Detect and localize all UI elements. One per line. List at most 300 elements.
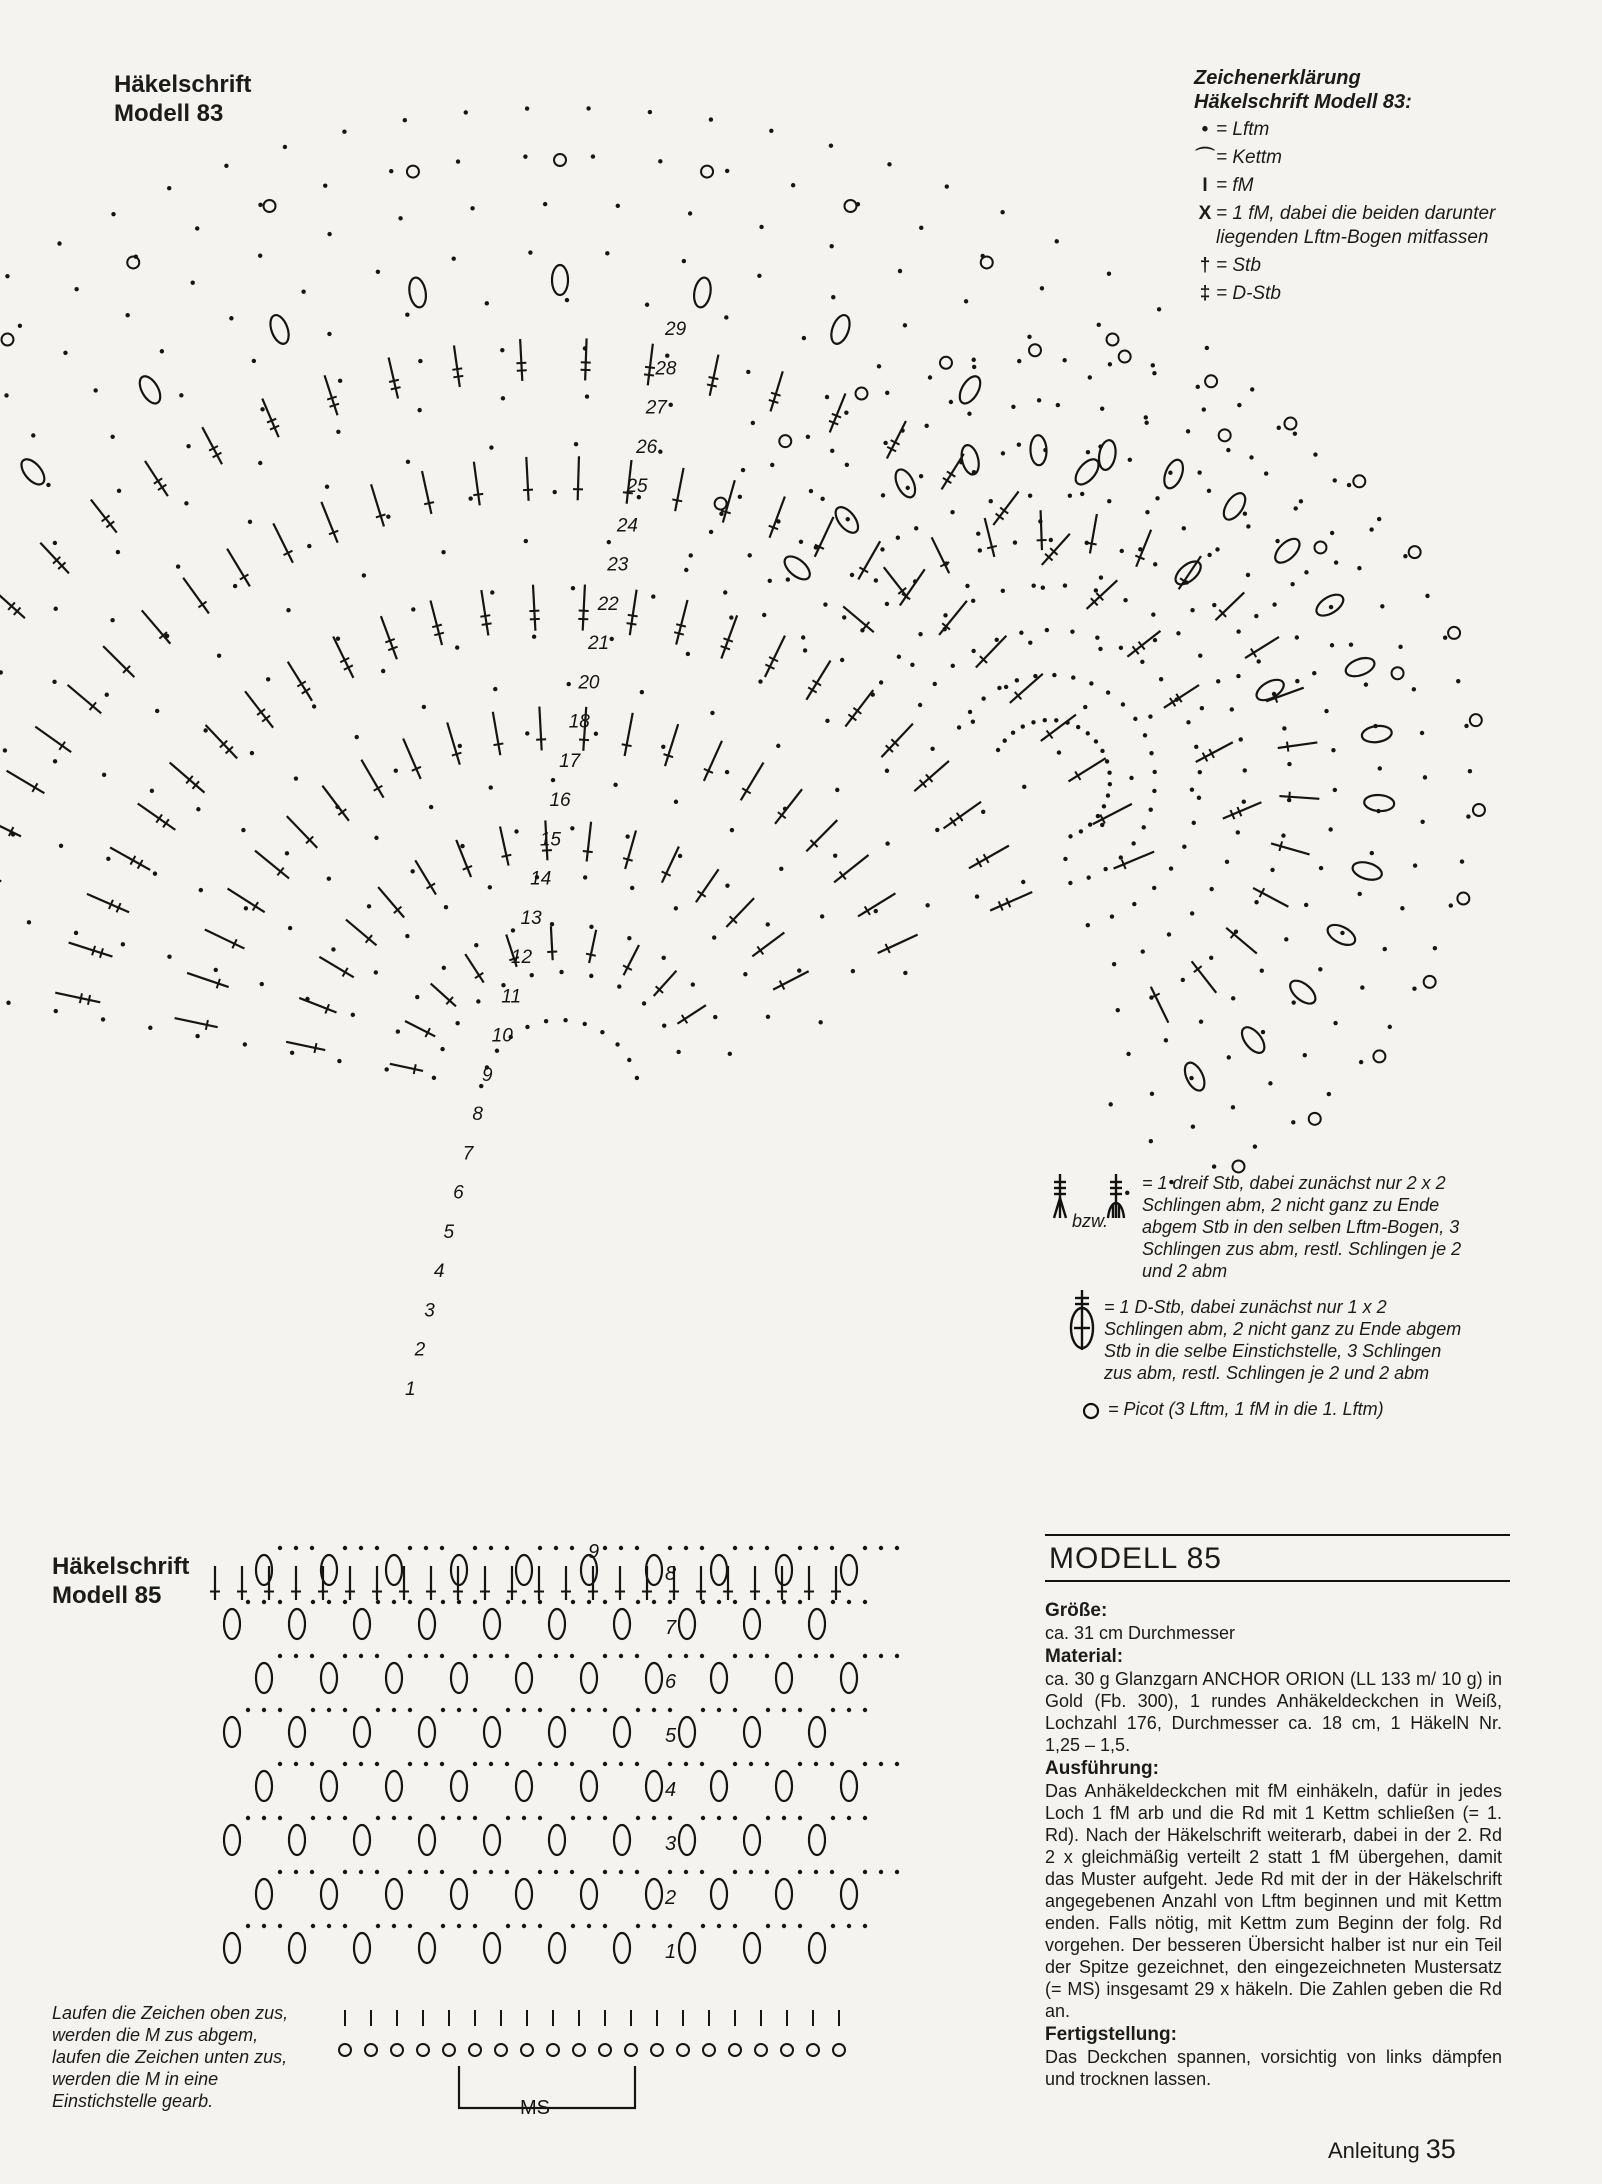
modell85-heading: MODELL 85 [1045,1534,1510,1582]
chain-stitch-dot [1070,629,1074,633]
chain-stitch-dot [473,1870,477,1874]
chain-stitch-dot [1108,782,1112,786]
chain-stitch-dot [1037,398,1041,402]
round-number: 20 [578,672,600,694]
chain-stitch-dot [525,1025,529,1029]
picot-mark [1470,714,1482,726]
chain-stitch-dot [418,359,422,363]
chain-stitch-dot [668,1654,672,1658]
chain-stitch-dot [589,925,593,929]
chain-stitch-dot [1028,493,1032,497]
round-number: 4 [665,1779,677,1801]
chain-stitch-dot [406,460,410,464]
chain-stitch-dot [779,867,783,871]
chain-stitch-dot [505,1654,509,1658]
chain-stitch-dot [1019,631,1023,635]
chain-stitch-dot [54,607,58,611]
bobble-cluster [614,1825,630,1855]
chain-stitch-dot [1412,687,1416,691]
round-number: 18 [568,711,590,733]
chain-stitch-dot [1094,588,1098,592]
chain-stitch-dot [538,1708,542,1712]
chain-stitch-dot [717,1600,721,1604]
chain-stitch-dot [971,719,975,723]
chain-stitch-dot [943,613,947,617]
chain-stitch-dot [460,844,464,848]
treble-stitch [630,590,637,635]
picot-mark [781,2044,793,2056]
bobble-cluster [781,552,814,584]
chain-stitch-dot [424,1654,428,1658]
chain-stitch-dot [571,1708,575,1712]
chain-stitch-dot [688,211,692,215]
stitch-crossbar [376,514,386,517]
round-number: 11 [501,986,522,1008]
chain-stitch-dot [831,295,835,299]
chain-stitch-dot [1102,804,1106,808]
chain-stitch-dot [636,1924,640,1928]
treble-stitch [710,355,719,396]
chain-stitch-dot [587,1600,591,1604]
chain-stitch-dot [1182,526,1186,530]
treble-stitch [843,606,874,632]
chain-stitch-dot [554,1762,558,1766]
treble-stitch [35,727,71,753]
chain-stitch-dot [607,540,611,544]
picot-mark [701,166,713,178]
treble-stitch [138,803,176,829]
chain-stitch-dot [603,1870,607,1874]
chain-stitch-dot [919,226,923,230]
treble-stitch [625,713,633,756]
chain-stitch-dot [376,1708,380,1712]
chain-stitch-dot [719,512,723,516]
chain-stitch-dot [74,931,78,935]
chain-stitch-dot [444,905,448,909]
chain-stitch-dot [605,251,609,255]
chain-stitch-dot [918,632,922,636]
stitch-crossbar [536,739,546,740]
chain-stitch-dot [914,526,918,530]
chain-stitch-dot [885,391,889,395]
chain-stitch-dot [586,106,590,110]
chain-stitch-dot [1013,540,1017,544]
chain-stitch-dot [1086,875,1090,879]
chain-stitch-dot [1256,659,1260,663]
chain-stitch-dot [1063,857,1067,861]
chain-stitch-dot [554,1546,558,1550]
chain-stitch-dot [791,183,795,187]
chain-stitch-dot [652,1600,656,1604]
chain-stitch-dot [741,468,745,472]
chain-stitch-dot [376,270,380,274]
chain-stitch-dot [668,1816,672,1820]
treble-stitch [378,887,404,917]
d-stb-cluster-note: = 1 D-Stb, dabei zunächst nur 1 x 2 Schlingen abm, 2 nicht ganz zu Ende abgem Stb in die selbe Einstichstelle, 3 Schlingen zus abm, restl. Schlingen je 2 und 2 abm [1104,1297,1462,1383]
chain-stitch-dot [1144,421,1148,425]
chain-stitch-dot [1398,645,1402,649]
chain-stitch-dot [246,1600,250,1604]
chain-stitch-dot [1190,608,1194,612]
chain-stitch-dot [1196,385,1200,389]
picot-mark [1424,976,1436,988]
treble-stitch [520,339,522,381]
bobble-cluster [581,1771,597,1801]
bobble-cluster [516,1771,532,1801]
chain-stitch-dot [559,970,563,974]
picot-mark [443,2044,455,2056]
treble-stitch [1279,796,1319,799]
chain-stitch-dot [1097,323,1101,327]
bobble-cluster [256,1663,272,1693]
chain-stitch-dot [1068,834,1072,838]
chain-stitch-dot [489,1546,493,1550]
legend-symbol: ⌒ [1195,147,1215,168]
chain-stitch-dot [342,130,346,134]
bobble-cluster [256,1771,272,1801]
chain-stitch-dot [155,709,159,713]
chain-stitch-dot [1022,785,1026,789]
chart2-diagram [210,1541,899,2119]
chain-stitch-dot [1168,471,1172,475]
bobble-cluster [419,1933,435,1963]
chain-stitch-dot [343,1708,347,1712]
chain-stitch-dot [3,748,7,752]
stitch-direction-note: Laufen die Zeichen oben zus, werden die M zus abgem, laufen die Zeichen unten zus, werden die M in eine Einstichstelle gearb. [52,2003,289,2111]
stitch-crossbar [676,624,686,626]
chain-stitch-dot [1095,635,1099,639]
chain-stitch-dot [686,652,690,656]
chain-stitch-dot [725,169,729,173]
chain-stitch-dot [327,877,331,881]
chain-stitch-dot [658,450,662,454]
chain-stitch-dot [1083,705,1087,709]
round-number: 2 [665,1887,677,1909]
chain-stitch-dot [898,269,902,273]
groesse-text: ca. 31 cm Durchmesser [1045,1623,1236,1643]
chain-stitch-dot [1021,724,1025,728]
treble-stitch [481,590,488,635]
chain-stitch-dot [441,1600,445,1604]
treble-stitch [321,502,337,543]
chain-stitch-dot [749,1762,753,1766]
bobble-cluster [809,1609,825,1639]
bobble-cluster [224,1609,240,1639]
chain-stitch-dot [1015,678,1019,682]
treble-stitch [40,543,69,574]
stitch-crossbar [391,387,401,389]
bobble-cluster [516,1879,532,1909]
round-number: 25 [626,476,648,498]
chain-stitch-dot [1293,506,1297,510]
stitch-crossbar [579,739,589,740]
chain-stitch-dot [327,1600,331,1604]
treble-stitch [539,707,541,751]
chain-stitch-dot [148,1026,152,1030]
chain-stitch-dot [976,532,980,536]
picot-mark [1309,1113,1321,1125]
chain-stitch-dot [885,769,889,773]
chain-stitch-dot [1017,442,1021,446]
chain-stitch-dot [473,1816,477,1820]
bobble-cluster [776,1663,792,1693]
treble-stitch [319,957,353,977]
chain-stitch-dot [1119,646,1123,650]
round-number: 10 [491,1025,513,1047]
chain-stitch-dot [229,316,233,320]
picot-mark [1457,893,1469,905]
fertigstellung-label: Fertigstellung: [1045,2024,1177,2045]
chain-stitch-dot [733,1708,737,1712]
chain-stitch-dot [751,421,755,425]
bobble-cluster [1313,590,1347,619]
chain-stitch-dot [1466,814,1470,818]
bobble-cluster [1097,439,1118,471]
chain-stitch-dot [1198,770,1202,774]
chain-stitch-dot [294,1654,298,1658]
stitch-crossbar [583,851,593,852]
chain-stitch-dot [186,444,190,448]
treble-stitch [583,585,585,631]
chain-stitch-dot [684,568,688,572]
chain-stitch-dot [701,1600,705,1604]
chain-stitch-dot [1120,549,1124,553]
chain-stitch-dot [374,970,378,974]
chain-stitch-dot [488,885,492,889]
chain-stitch-dot [53,759,57,763]
chain-stitch-dot [474,943,478,947]
legend-symbol: ‡ [1199,283,1211,304]
chain-stitch-dot [1330,531,1334,535]
legend-text: = 1 fM, dabei die beiden darunter liegenden Lftm-Bogen mitfassen [1216,203,1496,248]
chain-stitch-dot [733,1816,737,1820]
bobble-cluster [516,1555,532,1585]
chain-stitch-dot [1164,1038,1168,1042]
stitch-crossbar [769,400,779,403]
treble-stitch [815,517,834,557]
chain-stitch-dot [981,810,985,814]
chain-stitch-dot [881,493,885,497]
chain-stitch-dot [652,1816,656,1820]
chain-stitch-dot [1153,638,1157,642]
stitch-crossbar [622,744,632,746]
chain-stitch-dot [476,999,480,1003]
chain-stitch-dot [1360,985,1364,989]
stitch-crossbar [957,813,963,821]
chain-stitch-dot [1340,931,1344,935]
chain-stitch-dot [1377,517,1381,521]
chain-stitch-dot [668,1762,672,1766]
chain-stitch-dot [1089,681,1093,685]
bobble-cluster [809,1933,825,1963]
chain-stitch-dot [538,1600,542,1604]
stitch-crossbar [198,602,206,608]
stitch-crossbar [529,611,539,612]
bobble-cluster [386,1771,402,1801]
chain-stitch-dot [729,615,733,619]
chain-stitch-dot [1080,492,1084,496]
chain-stitch-dot [1230,707,1234,711]
chain-stitch-dot [1347,483,1351,487]
bobble-cluster [614,1609,630,1639]
chain-stitch-dot [1468,769,1472,773]
round-number: 1 [665,1941,677,1963]
treble-stitch [430,601,442,646]
chain-stitch-dot [738,495,742,499]
chain-stitch-dot [376,1816,380,1820]
chain-stitch-dot [913,579,917,583]
chain-stitch-dot [311,1600,315,1604]
chain-stitch-dot [863,1924,867,1928]
chain-stitch-dot [1358,892,1362,896]
chain-stitch-dot [505,1762,509,1766]
chain-stitch-dot [506,1708,510,1712]
chain-stitch-dot [5,274,9,278]
chain-stitch-dot [766,1924,770,1928]
fertigstellung-text: Das Deckchen spannen, vorsichtig von links dämpfen und trocknen lassen. [1045,2047,1502,2089]
chain-stitch-dot [733,1870,737,1874]
picot-mark [1029,344,1041,356]
chain-stitch-dot [903,971,907,975]
chain-stitch-dot [1403,554,1407,558]
chain-stitch-dot [798,1924,802,1928]
chain-stitch-dot [786,577,790,581]
treble-stitch [68,685,102,713]
stitch-crossbar [453,376,463,377]
chain-stitch-dot [415,995,419,999]
treble-stitch [939,601,967,635]
chain-stitch-dot [717,1816,721,1820]
chain-stitch-dot [1197,470,1201,474]
chain-stitch-dot [885,602,889,606]
chain-stitch-dot [389,169,393,173]
chain-stitch-dot [798,1762,802,1766]
chain-stitch-dot [1456,679,1460,683]
chain-stitch-dot [1155,496,1159,500]
chain-stitch-dot [1079,829,1083,833]
stitch-crossbar [80,993,82,1003]
bobble-cluster [484,1933,500,1963]
bobble-cluster [549,1933,565,1963]
chain-stitch-dot [1068,493,1072,497]
chain-stitch-dot [725,883,729,887]
chain-stitch-dot [456,159,460,163]
chain-stitch-dot [167,186,171,190]
stitch-crossbar [432,625,442,628]
treble-stitch [704,741,722,781]
chain-stitch-dot [885,841,889,845]
treble-stitch [551,926,553,960]
chain-stitch-dot [59,844,63,848]
treble-stitch [726,898,754,927]
chain-stitch-dot [603,1816,607,1820]
round-number: 23 [607,554,629,576]
chain-stitch-dot [879,1870,883,1874]
chain-stitch-dot [765,1546,769,1550]
page-number: 35 [1425,2134,1456,2164]
picot-mark [573,2044,585,2056]
chain-stitch-dot [1176,631,1180,635]
chain-stitch-dot [728,1052,732,1056]
chain-stitch-dot [1443,636,1447,640]
chain-stitch-dot [1063,583,1067,587]
chain-stitch-dot [668,1546,672,1550]
chain-stitch-dot [1149,807,1153,811]
chain-stitch-dot [571,586,575,590]
chain-stitch-dot [1141,949,1145,953]
bobble-cluster [646,1555,662,1585]
chain-stitch-dot [1423,775,1427,779]
chain-stitch-dot [392,1708,396,1712]
bobble-cluster [776,1771,792,1801]
chain-stitch-dot [489,785,493,789]
chain-stitch-dot [375,1870,379,1874]
chain-stitch-dot [733,1654,737,1658]
chain-stitch-dot [1186,429,1190,433]
chain-stitch-dot [1011,731,1015,735]
stitch-crossbar [434,633,444,636]
chain-stitch-dot [457,1816,461,1820]
chain-stitch-dot [874,909,878,913]
chain-stitch-dot [642,1001,646,1005]
chain-stitch-dot [1359,1060,1363,1064]
chain-stitch-dot [396,1029,400,1033]
chain-stitch-dot [150,789,154,793]
bobble-cluster [224,1717,240,1747]
chain-stitch-dot [925,903,929,907]
chain-stitch-dot [262,1600,266,1604]
chain-stitch-dot [996,748,1000,752]
treble-stitch [170,763,205,793]
chain-stitch-dot [749,1546,753,1550]
chain-stitch-dot [117,489,121,493]
treble-stitch [262,399,278,438]
chain-stitch-dot [1333,1021,1337,1025]
chain-stitch-dot [968,710,972,714]
chain-stitch-dot [195,226,199,230]
chain-stitch-dot [52,680,56,684]
chain-stitch-dot [1052,673,1056,677]
stitch-crossbar [672,499,682,501]
chain-stitch-dot [674,800,678,804]
chain-stitch-dot [27,920,31,924]
treble-stitch [914,761,949,791]
chain-stitch-dot [266,677,270,681]
chain-stitch-dot [489,1762,493,1766]
treble-stitch [454,345,460,387]
treble-stitch [884,567,909,599]
chain-stitch-dot [1349,643,1353,647]
chain-stitch-dot [863,1816,867,1820]
chain-stitch-dot [765,1762,769,1766]
chain-stitch-dot [367,904,371,908]
chain-stitch-dot [730,828,734,832]
bobble-cluster [841,1771,857,1801]
chain-stitch-dot [246,1924,250,1928]
chain-stitch-dot [248,520,252,524]
chain-stitch-dot [570,1654,574,1658]
bobble-cluster [321,1771,337,1801]
chain-stitch-dot [1152,371,1156,375]
treble-stitch [881,724,912,758]
chain-stitch-dot [102,773,106,777]
treble-stitch [1068,758,1105,781]
chain-stitch-dot [554,1870,558,1874]
chain-stitch-dot [1096,814,1100,818]
treble-stitch [587,822,591,862]
chain-stitch-dot [359,1762,363,1766]
chain-stitch-dot [814,1546,818,1550]
